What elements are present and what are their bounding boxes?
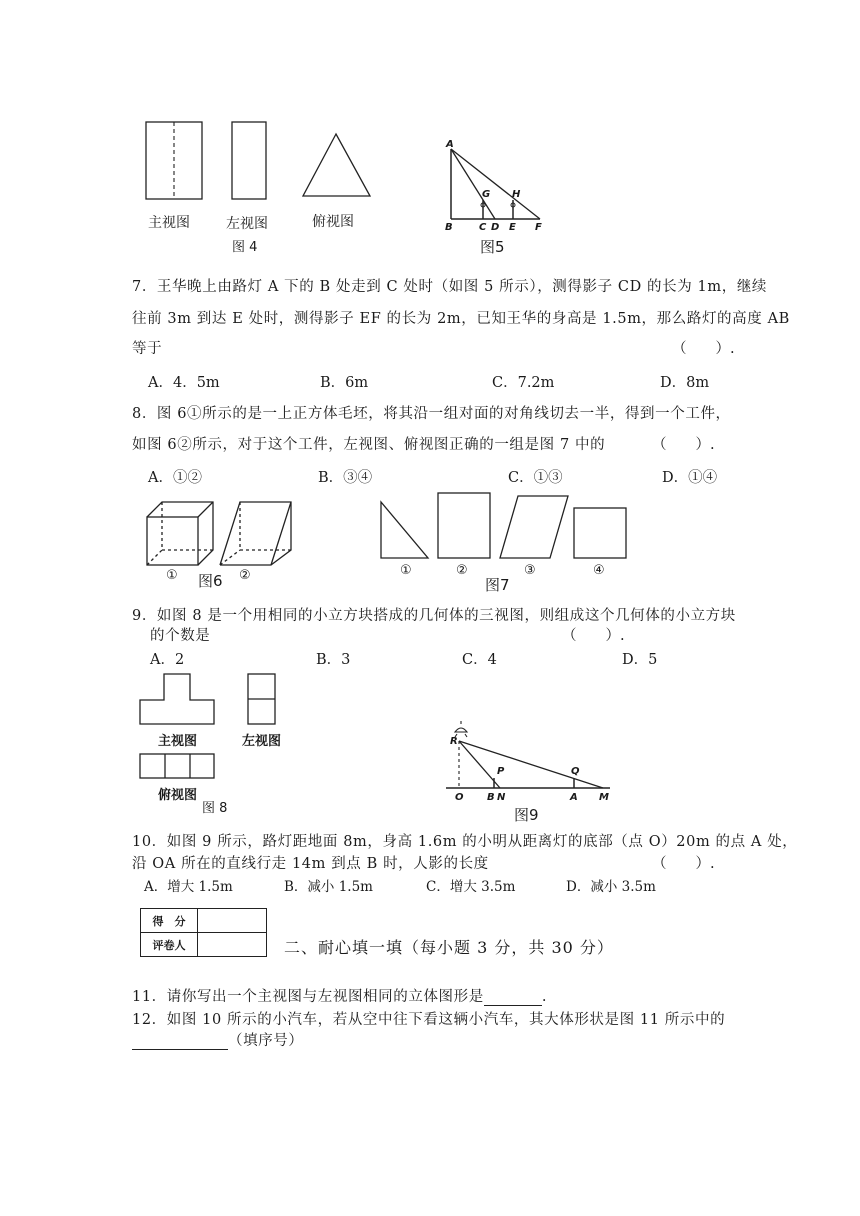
q7-answer-paren: （ ）. xyxy=(672,341,735,357)
fig5-point-a: A xyxy=(446,139,454,150)
fig9-point-r: R xyxy=(450,736,458,747)
question-11 xyxy=(132,985,547,1006)
fig8-front-label: 主视图 xyxy=(158,734,198,749)
q8-answer-paren: （ ）. xyxy=(652,437,715,453)
q9-line-1: 9．如图 8 是一个用相同的小立方块搭成的几何体的三视图，则组成这个几何体的小立方块 xyxy=(132,608,736,624)
q9-line-2: 的个数是 xyxy=(150,628,211,644)
q11-answer-blank[interactable] xyxy=(484,989,542,1006)
q9-option-d: D．5 xyxy=(622,652,658,668)
fig8-top-label: 俯视图 xyxy=(158,788,198,803)
q9-option-a: A．2 xyxy=(150,652,185,668)
fig4-top-label: 俯视图 xyxy=(312,214,354,230)
fig9-point-q: Q xyxy=(571,766,580,777)
fig4-left-label: 左视图 xyxy=(226,216,268,232)
q11-text: 11．请你写出一个主视图与左视图相同的立体图形是 xyxy=(132,989,484,1005)
q7-line-3: 等于 xyxy=(132,341,163,357)
grader-label: 评卷人 xyxy=(141,933,198,957)
q12-line-1: 12．如图 10 所示的小汽车，若从空中往下看这辆小汽车，其大体形状是图 11 所示中的 xyxy=(132,1012,726,1028)
fig5-point-g: G xyxy=(482,189,491,200)
fig7-caption: 图7 xyxy=(485,576,510,594)
fig9-point-n: N xyxy=(497,792,506,803)
score-value-cell[interactable] xyxy=(198,909,267,933)
fig8-left-label: 左视图 xyxy=(242,734,282,749)
q7-line-1: 7．王华晚上由路灯 A 下的 B 处走到 C 处时（如图 5 所示），测得影子 CD 的长为 1m，继续 xyxy=(132,279,768,295)
q10-option-c: C．增大 3.5m xyxy=(426,879,516,895)
q10-option-b: B．减小 1.5m xyxy=(284,879,373,895)
grader-value-cell[interactable] xyxy=(198,933,267,957)
fig7-label-1: ① xyxy=(400,563,412,578)
fig9-caption: 图9 xyxy=(514,806,539,824)
q8-line-1: 8．图 6①所示的是一上正方体毛坯，将其沿一组对面的对角线切去一半，得到一个工件， xyxy=(132,406,731,422)
fig6-label-2: ② xyxy=(239,568,251,583)
q8-option-b: B．③④ xyxy=(318,470,373,486)
q8-option-a: A．①② xyxy=(148,470,202,486)
fig4-caption: 图 4 xyxy=(232,240,258,255)
fig5-point-b: B xyxy=(445,222,453,233)
fig4-front-label: 主视图 xyxy=(148,215,190,231)
q12-line-2-wrap xyxy=(132,1029,304,1050)
q8-line-2: 如图 6②所示，对于这个工件，左视图、俯视图正确的一组是图 7 中的 xyxy=(132,437,606,453)
q7-option-a: A．4．5m xyxy=(148,375,220,391)
score-table xyxy=(140,908,267,957)
q12-line-2: （填序号） xyxy=(228,1033,304,1049)
fig5-point-h: H xyxy=(512,189,521,200)
fig9-point-p: P xyxy=(497,766,505,777)
lamp-icon xyxy=(455,721,467,737)
q10-option-a: A．增大 1.5m xyxy=(144,879,233,895)
fig5-caption: 图5 xyxy=(480,238,505,256)
q7-option-c: C．7.2m xyxy=(492,375,555,391)
score-label: 得 分 xyxy=(141,909,198,933)
q11-end: . xyxy=(541,989,548,1005)
q9-option-b: B．3 xyxy=(316,652,351,668)
fig7-label-4: ④ xyxy=(593,563,605,578)
q9-option-c: C．4 xyxy=(462,652,497,668)
q12-answer-blank[interactable] xyxy=(132,1033,228,1050)
q8-option-c: C．①③ xyxy=(508,470,563,486)
fig5-point-c: C xyxy=(479,222,487,233)
fig6-caption: 图6 xyxy=(198,572,223,590)
q8-option-d: D．①④ xyxy=(662,470,718,486)
fig7-label-2: ② xyxy=(456,563,468,578)
q10-answer-paren: （ ）. xyxy=(652,856,715,872)
fig6-label-1: ① xyxy=(166,568,178,583)
q9-answer-paren: （ ）. xyxy=(562,628,625,644)
q7-option-d: D．8m xyxy=(660,375,710,391)
fig5-point-d: D xyxy=(491,222,500,233)
fig9-point-a: A xyxy=(570,792,578,803)
fig9-point-b: B xyxy=(487,792,495,803)
fig9-point-o: O xyxy=(455,792,464,803)
fig9-point-m: M xyxy=(599,792,609,803)
fig5-point-e: E xyxy=(509,222,516,233)
q10-option-d: D．减小 3.5m xyxy=(566,879,656,895)
q10-line-1: 10．如图 9 所示，路灯距地面 8m，身高 1.6m 的小明从距离灯的底部（点 O）20m 的点 A 处， xyxy=(132,834,798,850)
fig5-point-f: F xyxy=(535,222,542,233)
section-2-title: 二、耐心填一填（每小题 3 分，共 30 分） xyxy=(284,938,614,957)
q7-option-b: B．6m xyxy=(320,375,369,391)
fig7-label-3: ③ xyxy=(524,563,536,578)
fig8-caption: 图 8 xyxy=(202,801,228,816)
q10-line-2: 沿 OA 所在的直线行走 14m 到点 B 时，人影的长度 xyxy=(132,856,489,872)
q7-line-2: 往前 3m 到达 E 处时，测得影子 EF 的长为 2m，已知王华的身高是 1.5m，那么路灯的高度 AB xyxy=(132,311,790,327)
